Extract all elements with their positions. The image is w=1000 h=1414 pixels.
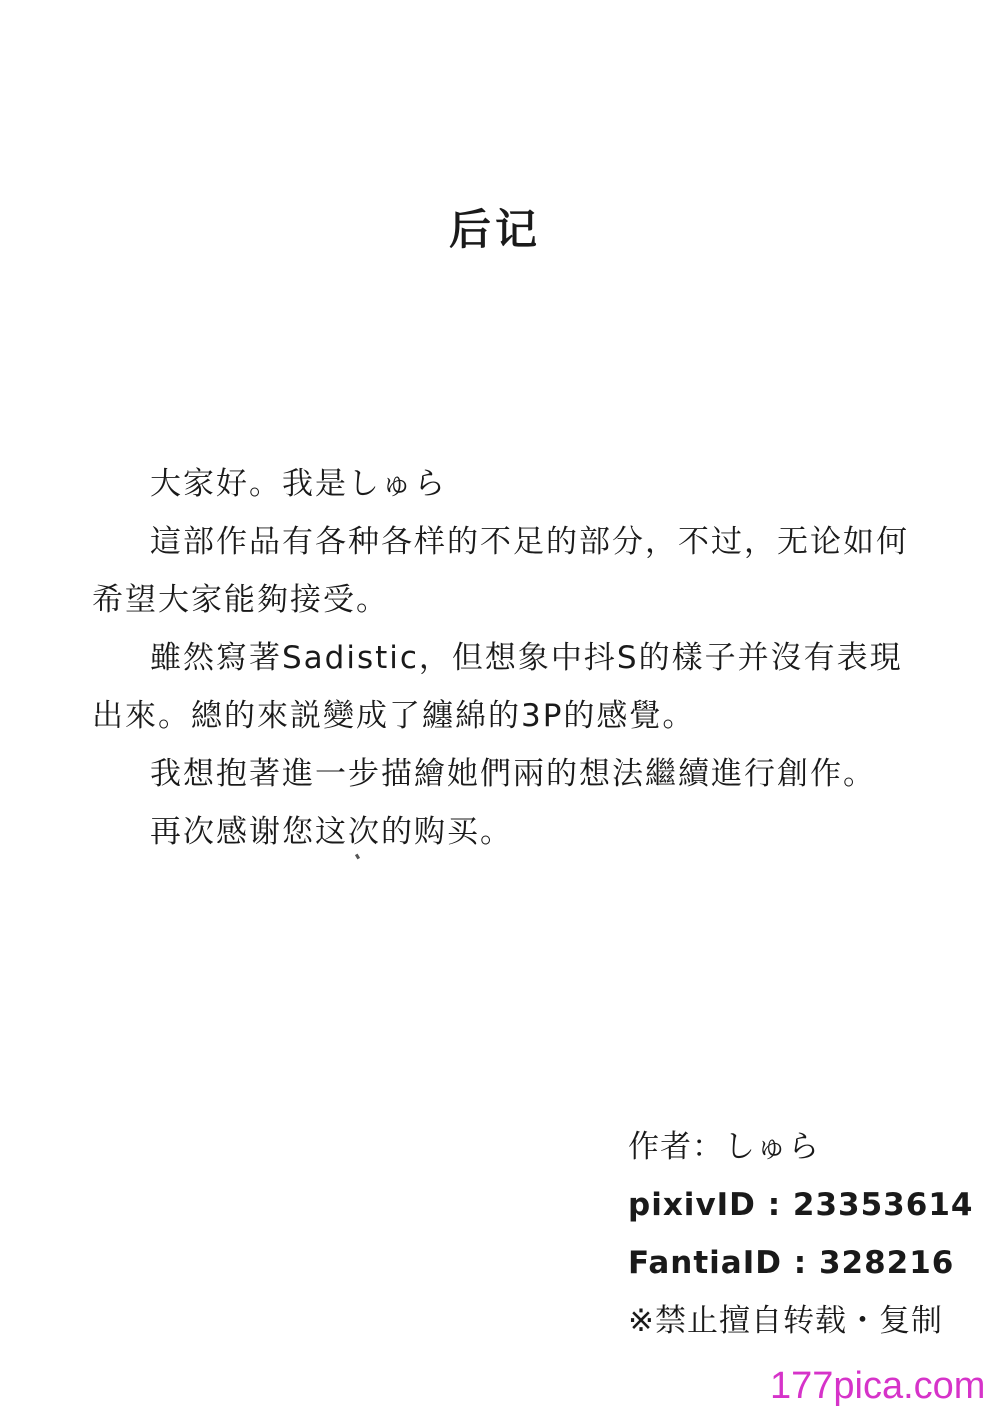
fantia-id: FantiaID : 328216 xyxy=(628,1245,955,1281)
page-title: 后记 xyxy=(448,205,541,254)
paragraph-sadistic: 雖然寫著Sadistic，但想象中抖S的樣子并沒有表現出來。總的來説變成了纏綿的3P的感覺。 xyxy=(92,640,903,734)
copy-notice: ※禁止擅自转载・复制 xyxy=(628,1303,943,1339)
pixiv-id: pixivID : 23353614 xyxy=(628,1187,974,1223)
paragraph-thanks: 再次感谢您这次的购买。 xyxy=(150,814,513,850)
paragraph-greeting: 大家好。我是しゅら xyxy=(150,466,447,502)
paragraph-apology: 這部作品有各种各样的不足的部分，不过，无论如何希望大家能夠接受。 xyxy=(92,524,909,618)
author-credit: 作者：しゅら xyxy=(628,1129,820,1165)
credits-block xyxy=(628,1118,988,1350)
site-watermark: 177pica.com xyxy=(770,1365,986,1407)
afterword-body xyxy=(92,455,922,861)
paragraph-plans: 我想抱著進一步描繪她們兩的想法繼續進行創作。 xyxy=(150,756,876,792)
